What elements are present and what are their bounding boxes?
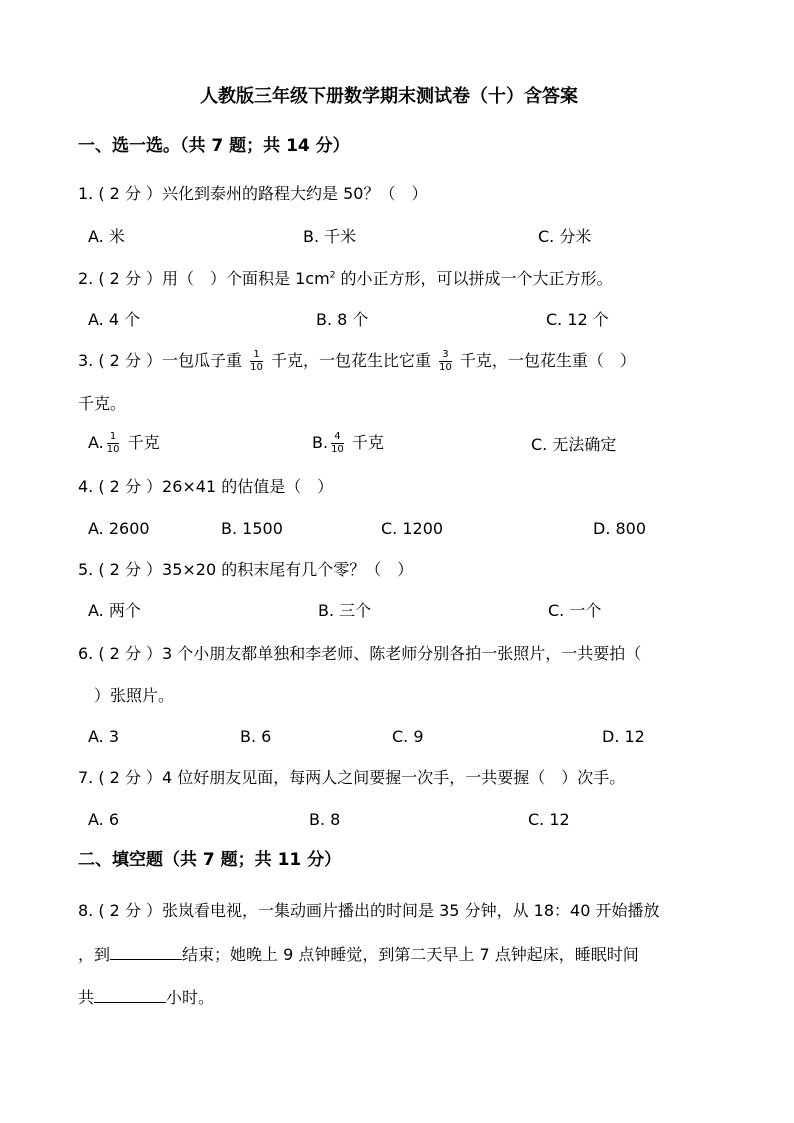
question-1-option-c: C. 分米 bbox=[538, 227, 592, 246]
question-3-stem-continued: 千克。 bbox=[78, 394, 127, 413]
fraction-four-tenths bbox=[331, 432, 344, 455]
fraction-one-tenth bbox=[107, 432, 120, 455]
answer-blank[interactable] bbox=[110, 945, 182, 960]
question-3-stem-b: 千克，一包花生比它重 bbox=[270, 351, 431, 370]
answer-blank[interactable] bbox=[94, 988, 166, 1003]
fraction-numerator: 1 bbox=[107, 432, 120, 444]
question-4-stem: 4. ( 2 分 ）26×41 的估值是（ ） bbox=[78, 477, 334, 496]
question-6-stem-continued: ）张照片。 bbox=[94, 686, 175, 705]
section-heading-2: 二、填空题（共 7 题；共 11 分） bbox=[78, 850, 342, 870]
fraction-denominator: 10 bbox=[331, 444, 344, 455]
question-7-option-b: B. 8 bbox=[309, 810, 341, 829]
question-1-stem: 1. ( 2 分 ）兴化到泰州的路程大约是 50？（ ） bbox=[78, 184, 428, 203]
question-4-option-d: D. 800 bbox=[593, 519, 647, 538]
question-2-stem bbox=[78, 271, 613, 287]
question-2-stem-post: 的小正方形，可以拼成一个大正方形。 bbox=[335, 269, 613, 288]
question-2-option-b: B. 8 个 bbox=[316, 310, 369, 329]
fraction-numerator: 4 bbox=[331, 432, 344, 444]
option-label: A. bbox=[88, 433, 104, 452]
option-unit: 千克 bbox=[351, 433, 384, 452]
question-3-option-c: C. 无法确定 bbox=[531, 435, 617, 454]
question-8-line-3 bbox=[78, 988, 214, 1006]
fraction-numerator: 1 bbox=[250, 350, 263, 362]
question-7-option-a: A. 6 bbox=[88, 810, 120, 829]
question-8-line-2-post: 结束；她晚上 9 点钟睡觉，到第二天早上 7 点钟起床，睡眠时间 bbox=[182, 945, 639, 964]
question-3-stem-c: 千克，一包花生重（ ） bbox=[459, 351, 636, 370]
question-8-line-1: 8. ( 2 分 ）张岚看电视，一集动画片播出的时间是 35 分钟，从 18：40 开始播放 bbox=[78, 901, 660, 920]
question-1-option-a: A. 米 bbox=[88, 227, 125, 246]
fraction-denominator: 10 bbox=[439, 362, 452, 373]
question-5-option-a: A. 两个 bbox=[88, 601, 141, 620]
question-2-stem-pre: 2. ( 2 分 ）用（ ）个面积是 1cm bbox=[78, 269, 330, 288]
question-5-stem: 5. ( 2 分 ）35×20 的积末尾有几个零？（ ） bbox=[78, 560, 414, 579]
question-5-option-c: C. 一个 bbox=[548, 601, 602, 620]
question-3-stem-a: 3. ( 2 分 ）一包瓜子重 bbox=[78, 351, 243, 370]
question-5-option-b: B. 三个 bbox=[318, 601, 372, 620]
fraction-one-tenth bbox=[250, 350, 263, 373]
fraction-three-tenths bbox=[439, 350, 452, 373]
question-6-stem: 6. ( 2 分 ）3 个小朋友都单独和李老师、陈老师分别各拍一张照片，一共要拍（ bbox=[78, 644, 642, 663]
page-title: 人教版三年级下册数学期末测试卷（十）含答案 bbox=[200, 86, 578, 107]
question-2-superscript: 2 bbox=[329, 270, 336, 281]
question-4-option-b: B. 1500 bbox=[221, 519, 283, 538]
question-6-option-d: D. 12 bbox=[602, 727, 645, 746]
question-8-line-3-post: 小时。 bbox=[166, 988, 215, 1007]
fraction-denominator: 10 bbox=[250, 362, 263, 373]
question-3-stem bbox=[78, 350, 636, 373]
fraction-denominator: 10 bbox=[106, 444, 120, 455]
question-2-option-c: C. 12 个 bbox=[546, 310, 609, 329]
question-3-option-a bbox=[88, 432, 160, 455]
question-6-option-a: A. 3 bbox=[88, 727, 120, 746]
question-8-line-2-pre: ，到 bbox=[78, 945, 111, 964]
question-3-option-b bbox=[312, 432, 384, 455]
option-unit: 千克 bbox=[127, 433, 160, 452]
question-6-option-c: C. 9 bbox=[392, 727, 424, 746]
option-label: B. bbox=[312, 433, 329, 452]
question-8-line-3-pre: 共 bbox=[78, 988, 95, 1007]
question-7-stem: 7. ( 2 分 ）4 位好朋友见面，每两人之间要握一次手，一共要握（ ）次手。 bbox=[78, 768, 626, 787]
question-2-option-a: A. 4 个 bbox=[88, 310, 141, 329]
question-6-option-b: B. 6 bbox=[240, 727, 272, 746]
question-4-option-c: C. 1200 bbox=[381, 519, 444, 538]
question-7-option-c: C. 12 bbox=[528, 810, 570, 829]
question-8-line-2 bbox=[78, 945, 639, 963]
question-1-option-b: B. 千米 bbox=[303, 227, 357, 246]
fraction-numerator: 3 bbox=[439, 350, 452, 362]
section-heading-1: 一、选一选。（共 7 题；共 14 分） bbox=[78, 136, 350, 156]
question-4-option-a: A. 2600 bbox=[88, 519, 150, 538]
